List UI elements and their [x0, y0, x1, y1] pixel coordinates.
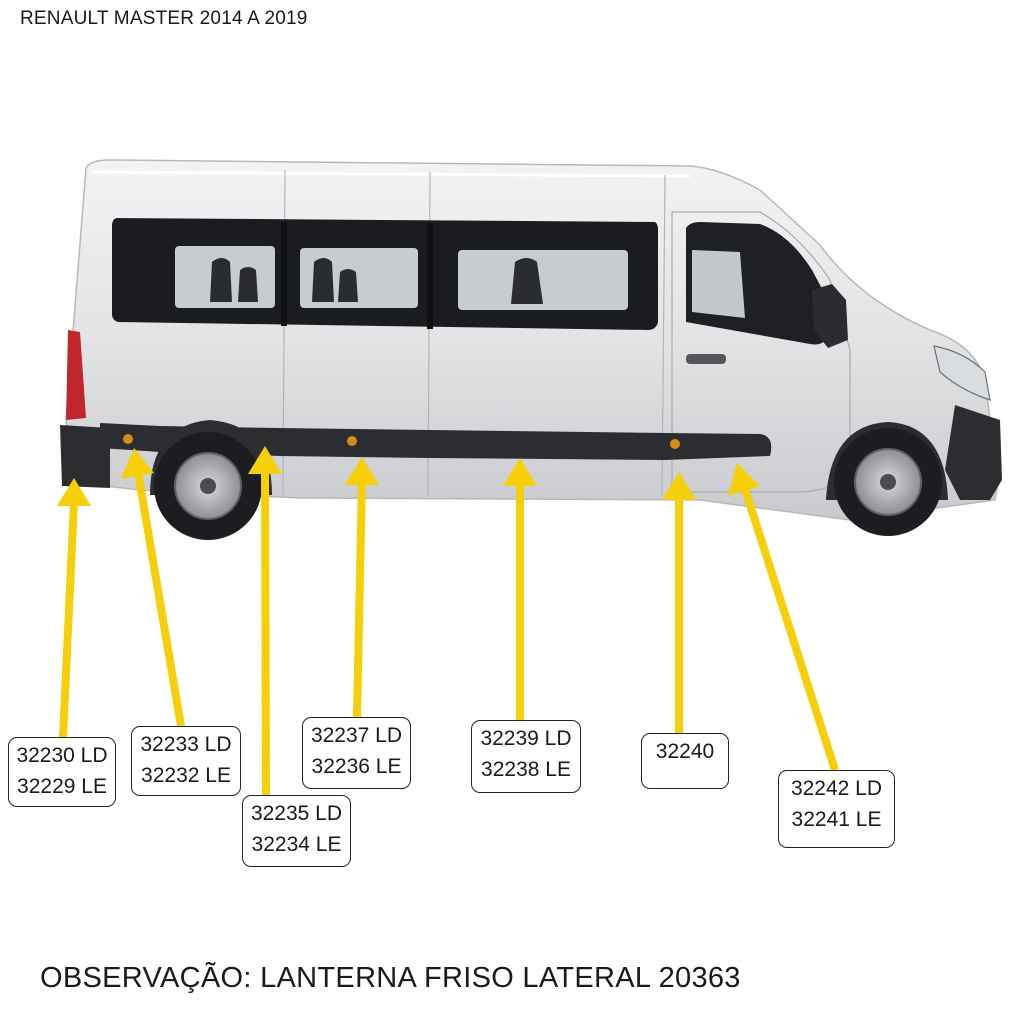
- observation-note: OBSERVAÇÃO: LANTERNA FRISO LATERAL 20363: [40, 962, 741, 994]
- part-label-32235: [242, 795, 351, 867]
- part-number: 32230 LD: [16, 744, 108, 767]
- trim-lamp: [123, 434, 133, 444]
- part-number: 32229 LE: [17, 775, 107, 798]
- part-number: 32237 LD: [310, 724, 403, 747]
- arrow-1: [57, 478, 91, 737]
- part-label-32242: [778, 770, 895, 848]
- trim-lamp: [347, 436, 357, 446]
- part-number: 32234 LE: [251, 833, 342, 856]
- cab-glass: [692, 250, 745, 318]
- part-number: 32241 LE: [791, 808, 882, 831]
- window-glass: [458, 250, 628, 310]
- window-divider: [281, 222, 287, 326]
- window-divider: [427, 223, 433, 329]
- trim-lamp: [670, 439, 680, 449]
- part-number: 32233 LD: [140, 733, 232, 756]
- page-title: RENAULT MASTER 2014 A 2019: [20, 8, 308, 29]
- part-number: 32235 LD: [250, 802, 343, 825]
- door-handle: [686, 354, 726, 364]
- part-label-32240: [641, 733, 729, 789]
- part-number: 32236 LE: [311, 755, 402, 778]
- part-number: 32232 LE: [141, 764, 231, 787]
- part-label-32233: [131, 726, 241, 796]
- part-number: 32239 LD: [480, 727, 572, 750]
- part-number: 32242 LD: [790, 777, 883, 800]
- front-bumper: [945, 405, 1002, 500]
- part-number: 32240: [655, 740, 715, 763]
- part-number: 32238 LE: [481, 758, 571, 781]
- arrow-6: [662, 472, 696, 733]
- part-label-32230: [8, 737, 116, 807]
- part-label-32239: [471, 720, 581, 793]
- part-label-32237: [302, 717, 411, 789]
